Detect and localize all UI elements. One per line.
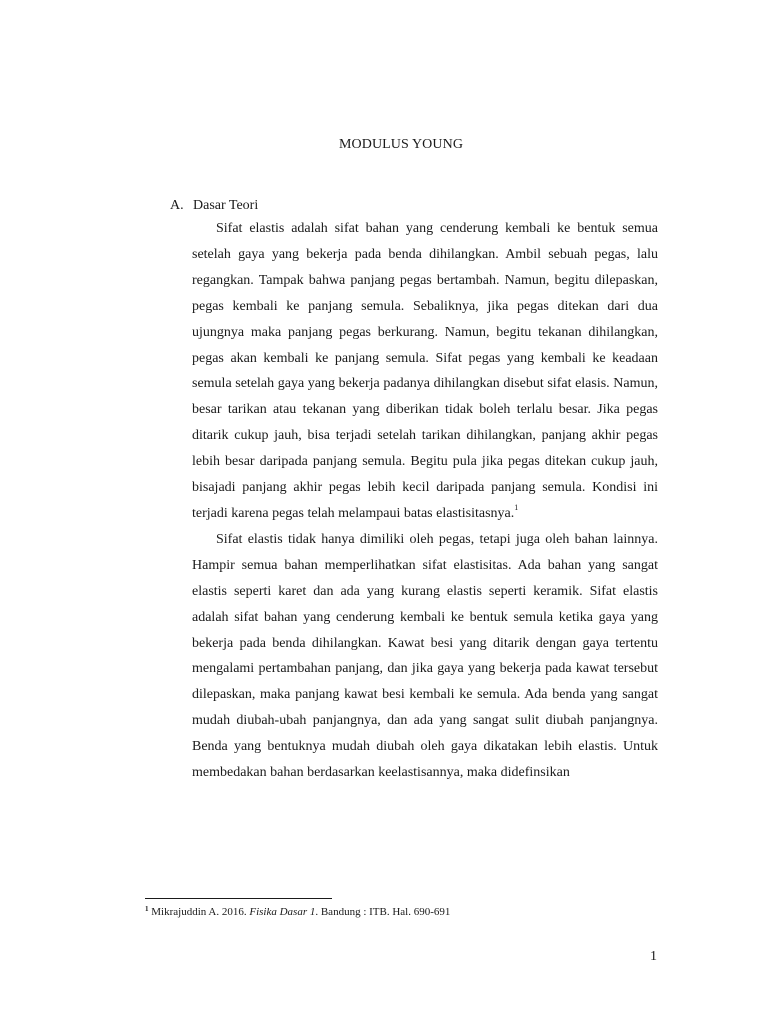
body-text [192,216,658,786]
paragraph-2-text: Sifat elastis tidak hanya dimiliki oleh pegas, tetapi juga oleh bahan lainnya. Hampir semua bahan memperlihatkan sifat elastisitas. Ada bahan yang sangat elastis seperti karet dan ada yang kurang elastis seperti keramik. Sifat elastis adalah sifat bahan yang cenderung kembali ke bentuk semula ketika gaya yang bekerja pada benda dihilangkan. Kawat besi yang ditarik dengan gaya tertentu mengalami pertambahan panjang, dan jika gaya yang bekerja pada kawat tersebut dilepaskan, maka panjang kawat besi kembali ke semula. Ada benda yang sangat mudah diubah-ubah panjangnya, dan ada yang sangat sulit diubah panjangnya. Benda yang bentuknya mudah diubah oleh gaya dikatakan lebih elastis. Untuk membedakan bahan berdasarkan keelastisannya, maka didefinsikan [192,531,658,781]
section-heading [170,198,258,214]
footnote [145,906,450,918]
section-heading-text: Dasar Teori [193,198,259,213]
footnote-rest: . Bandung : ITB. Hal. 690-691 [315,906,451,918]
page-title: MODULUS YOUNG [338,137,464,152]
footnote-divider [145,898,332,899]
section-marker: A. [170,198,184,213]
footnote-author-year: Mikrajuddin A. 2016. [151,906,250,918]
paragraph-2 [192,527,658,786]
footnote-number: 1 [145,905,149,913]
paragraph-1-text: Sifat elastis adalah sifat bahan yang cenderung kembali ke bentuk semua setelah gaya yang bekerja pada benda dihilangkan. Ambil sebuah pegas, lalu regangkan. Tampak bahwa panjang pegas bertambah. Namun, begitu dilepaskan, pegas kembali ke panjang semula. Sebaliknya, jika pegas ditekan dari dua ujungnya maka panjang pegas berkurang. Namun, begitu tekanan dihilangkan, pegas akan kembali ke panjang semula. Sifat pegas yang kembali ke keadaan semula setelah gaya yang bekerja padanya dihilangkan disebut sifat elasis. Namun, besar tarikan atau tekanan yang diberikan tidak boleh terlalu besar. Jika pegas ditarik cukup jauh, bisa terjadi setelah tarikan dihilangkan, panjang akhir pegas lebih besar daripada panjang semula. Begitu pula jika pegas ditekan cukup jauh, bisajadi panjang akhir pegas lebih kecil daripada panjang semula. Kondisi ini terjadi karena pegas telah melampaui batas elastisitasnya. [192,221,658,521]
paragraph-1 [192,216,658,527]
page-number: 1 [650,949,657,964]
footnote-book-title: Fisika Dasar 1 [249,906,316,918]
footnote-reference: 1 [514,502,519,512]
